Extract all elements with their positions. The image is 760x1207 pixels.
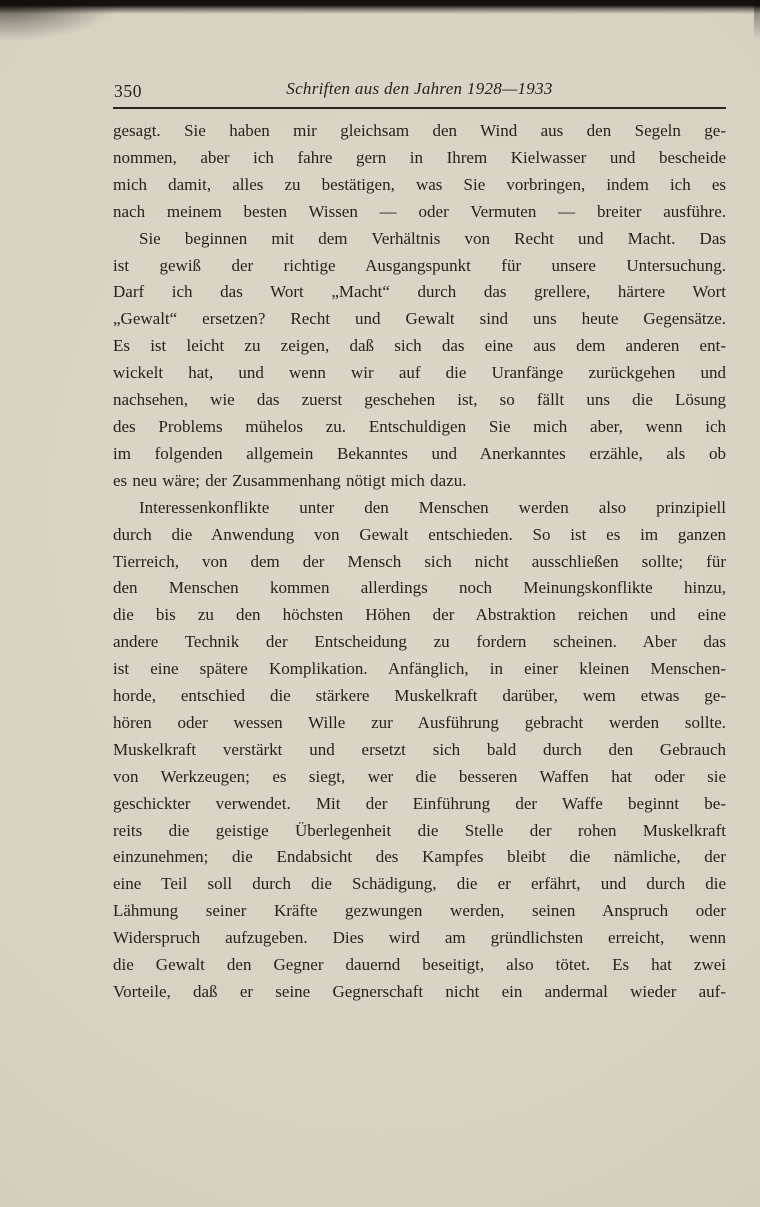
text-line: Sie beginnen mit dem Verhältnis von Recht und Macht. Das xyxy=(139,228,726,248)
text-line: horde, entschied die stärkere Muskelkraft darüber, wem etwas ge- xyxy=(113,686,726,706)
text-line: nachsehen, wie das zuerst geschehen ist, so fällt uns die Lösung xyxy=(113,390,726,410)
text-line: den Menschen kommen allerdings noch Meinungskonflikte hinzu, xyxy=(113,578,726,598)
text-line: nommen, aber ich fahre gern in Ihrem Kielwasser und bescheide xyxy=(113,147,726,167)
text-line: gesagt. Sie haben mir gleichsam den Wind aus den Segeln ge- xyxy=(113,121,726,140)
text-line: nach meinem besten Wissen — oder Vermuten — breiter ausführe. xyxy=(113,201,726,221)
text-line: reits die geistige Überlegenheit die Stelle der rohen Muskelkraft xyxy=(113,820,726,840)
text-line: Interessenkonflikte unter den Menschen werden also prinzipiell xyxy=(139,497,726,517)
text-line: die Gewalt den Gegner dauernd beseitigt, also tötet. Es hat zwei xyxy=(113,955,726,975)
page-content xyxy=(113,79,726,1006)
scan-corner-shadow xyxy=(0,0,126,42)
paragraph xyxy=(113,495,726,1006)
text-line: Es ist leicht zu zeigen, daß sich das eine aus dem anderen ent- xyxy=(113,336,726,356)
scan-top-edge-shadow xyxy=(0,0,760,14)
text-line: andere Technik der Entscheidung zu fordern scheinen. Aber das xyxy=(113,632,726,652)
page-number: 350 xyxy=(114,81,143,101)
text-line: Muskelkraft verstärkt und ersetzt sich bald durch den Gebrauch xyxy=(113,739,726,759)
text-line: geschickter verwendet. Mit der Einführung der Waffe beginnt be- xyxy=(113,793,726,813)
text-line: hören oder wessen Wille zur Ausführung gebracht werden sollte. xyxy=(113,712,726,732)
header-rule xyxy=(113,107,726,109)
running-header xyxy=(113,79,726,104)
text-line: Tierreich, von dem der Mensch sich nicht ausschließen sollte; für xyxy=(113,551,726,571)
text-line: es neu wäre; der Zusammenhang nötigt mich dazu. xyxy=(113,470,467,490)
text-line: mich damit, alles zu bestätigen, was Sie vorbringen, indem ich es xyxy=(113,174,726,194)
text-line: ist eine spätere Komplikation. Anfänglich, in einer kleinen Menschen- xyxy=(113,659,726,679)
text-line: durch die Anwendung von Gewalt entschieden. So ist es im ganzen xyxy=(113,524,726,544)
paragraph xyxy=(113,118,726,226)
paragraph xyxy=(113,226,726,495)
text-line: eine Teil soll durch die Schädigung, die er erfährt, und durch die xyxy=(113,874,726,894)
text-line: Widerspruch aufzugeben. Dies wird am gründlichsten erreicht, wenn xyxy=(113,928,726,948)
text-line: im folgenden allgemein Bekanntes und Anerkanntes erzähle, als ob xyxy=(113,443,726,463)
text-line: Lähmung seiner Kräfte gezwungen werden, seinen Anspruch oder xyxy=(113,901,726,921)
text-line: von Werkzeugen; es siegt, wer die besseren Waffen hat oder sie xyxy=(113,766,726,786)
text-line: wickelt hat, und wenn wir auf die Uranfänge zurückgehen und xyxy=(113,363,726,383)
text-line: die bis zu den höchsten Höhen der Abstraktion reichen und eine xyxy=(113,605,726,625)
text-line: Vorteile, daß er seine Gegnerschaft nicht ein andermal wieder auf- xyxy=(113,982,726,1001)
running-title: Schriften aus den Jahren 1928—1933 xyxy=(286,79,553,98)
text-line: des Problems mühelos zu. Entschuldigen Sie mich aber, wenn ich xyxy=(113,416,726,436)
text-line: Darf ich das Wort „Macht“ durch das grellere, härtere Wort xyxy=(113,282,726,302)
scan-right-edge-shadow xyxy=(754,0,760,40)
text-line: „Gewalt“ ersetzen? Recht und Gewalt sind uns heute Gegensätze. xyxy=(113,309,726,329)
text-line: ist gewiß der richtige Ausgangspunkt für unsere Untersuchung. xyxy=(113,255,726,275)
text-line: einzunehmen; die Endabsicht des Kampfes bleibt die nämliche, der xyxy=(113,847,726,867)
body-text xyxy=(113,118,726,1006)
